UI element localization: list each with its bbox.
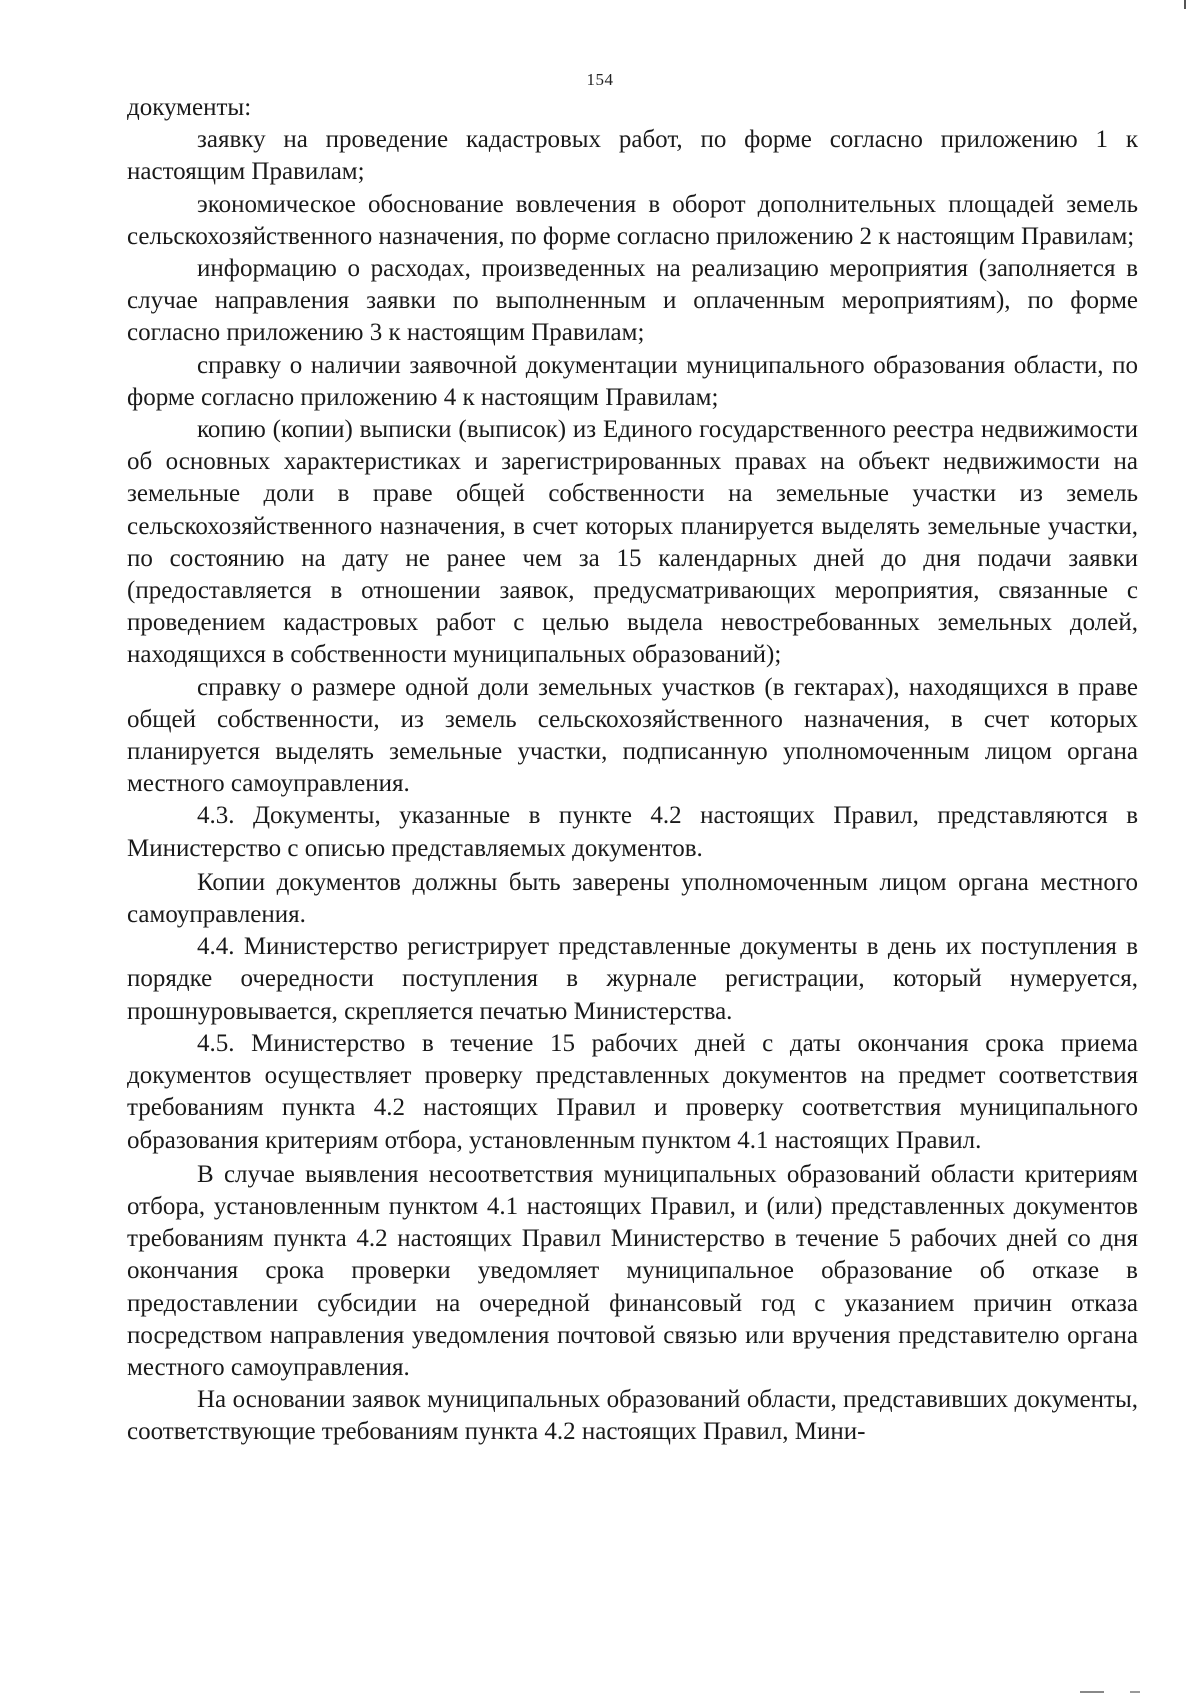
paragraph-registry-extract: копию (копии) выписки (выписок) из Единого государственного реестра недвижимости об основных характеристиках и зарегистрированных правах на объект недвижимости на земельные доли в праве общей собственности на земельные участки из земель сельскохозяйственного назначения, в счет которых планируется выделять земельные участки, по состоянию на дату не ранее чем за 15 календарных дней до дня подачи заявки (предоставляется в отношении заявок, предусматривающих мероприятия, связанные с проведением кадастровых работ с целью выдела невостребованных земельных долей, находящихся в собственности муниципальных образований); — [127, 416, 1138, 669]
paragraph-continuation: документы: — [127, 94, 252, 121]
paragraph-4-5: 4.5. Министерство в течение 15 рабочих дней с даты окончания срока приема документов осуществляет проверку представленных документов на предмет соответствия требованиям пункта 4.2 настоящих Правил и проверку соответствия муниципального образования критериям отбора, установленным пунктом 4.1 настоящих Правил. — [127, 1029, 1138, 1154]
paragraph-application-form: заявку на проведение кадастровых работ, по форме согласно приложению 1 к настоящим Правилам; — [127, 126, 1138, 186]
paragraph-final-basis: На основании заявок муниципальных образований области, представивших документы, соответствующие требованиям пункта 4.2 настоящих Правил, Мини- — [127, 1386, 1138, 1446]
body-text — [127, 92, 1138, 1449]
paragraph-4-3: 4.3. Документы, указанные в пункте 4.2 настоящих Правил, представляются в Министерство с описью представляемых документов. — [127, 802, 1138, 862]
scan-mark-top-right — [1184, 0, 1186, 9]
page-number: 154 — [586, 70, 614, 89]
paragraph-4-4: 4.4. Министерство регистрирует представленные документы в день их поступления в порядке очередности поступления в журнале регистрации, который нумеруется, прошнуровывается, скрепляется печатью Министерства. — [127, 933, 1138, 1025]
paragraph-share-size-certificate: справку о размере одной доли земельных участков (в гектарах), находящихся в праве общей собственности, из земель сельскохозяйственного назначения, в счет которых планируется выделять земельные участки, подписанную уполномоченным лицом органа местного самоуправления. — [127, 673, 1138, 798]
scan-mark-bottom-right-small — [1130, 1691, 1140, 1693]
paragraph-expense-information: информацию о расходах, произведенных на реализацию мероприятия (заполняется в случае направления заявки по выполненным и оплаченным мероприятиям), по форме согласно приложению 3 к настоящим Правилам; — [127, 255, 1138, 347]
paragraph-copies-certification: Копии документов должны быть заверены уполномоченным лицом органа местного самоуправления. — [127, 868, 1138, 929]
paragraph-economic-justification: экономическое обоснование вовлечения в оборот дополнительных площадей земель сельскохозяйственного назначения, по форме согласно приложению 2 к настоящим Правилам; — [127, 190, 1138, 250]
paragraph-nonconformity: В случае выявления несоответствия муниципальных образований области критериям отбора, установленным пунктом 4.1 настоящих Правил, и (или) представленных документов требованиям пункта 4.2 настоящих Правил Министерство в течение 5 рабочих дней со дня окончания срока проверки уведомляет муниципальное образование об отказе в предоставлении субсидии на очередной финансовый год с указанием причин отказа посредством направления уведомления почтовой связью или вручения представителю органа местного самоуправления. — [127, 1160, 1138, 1381]
scan-mark-bottom-right — [1080, 1691, 1104, 1693]
paragraph-documentation-certificate: справку о наличии заявочной документации муниципального образования области, по форме согласно приложению 4 к настоящим Правилам; — [127, 351, 1138, 411]
